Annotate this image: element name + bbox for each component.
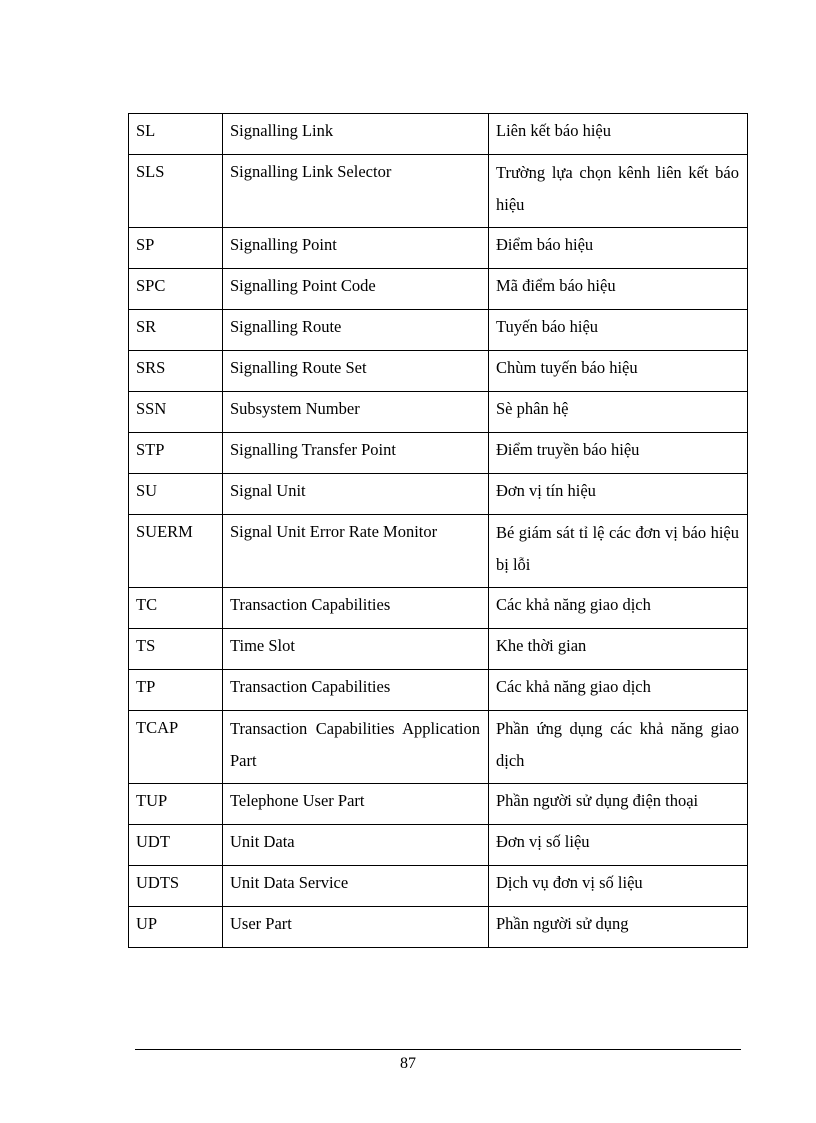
vietnamese-term-cell: Các khả năng giao dịch — [489, 588, 748, 629]
abbreviation-cell: STP — [129, 433, 223, 474]
english-term-cell: Time Slot — [223, 629, 489, 670]
english-term-cell: Transaction Capabilities — [223, 670, 489, 711]
table-row — [129, 784, 748, 825]
vietnamese-term-cell: Liên kết báo hiệu — [489, 114, 748, 155]
table-row — [129, 670, 748, 711]
table-row — [129, 392, 748, 433]
table-row — [129, 711, 748, 784]
abbreviation-cell: SUERM — [129, 515, 223, 588]
english-term-cell: Unit Data — [223, 825, 489, 866]
abbreviation-cell: SU — [129, 474, 223, 515]
english-term-cell: Signalling Link — [223, 114, 489, 155]
abbreviation-cell: SLS — [129, 155, 223, 228]
table-row — [129, 155, 748, 228]
abbreviation-cell: TS — [129, 629, 223, 670]
table-row — [129, 433, 748, 474]
vietnamese-term-cell: Đơn vị tín hiệu — [489, 474, 748, 515]
abbreviation-cell: SRS — [129, 351, 223, 392]
vietnamese-term-cell: Phần người sử dụng — [489, 907, 748, 948]
footer-divider — [135, 1049, 741, 1050]
vietnamese-term-cell: Trường lựa chọn kênh liên kết báo hiệu — [489, 155, 748, 228]
abbreviation-cell: TP — [129, 670, 223, 711]
abbreviation-cell: SPC — [129, 269, 223, 310]
table-row — [129, 825, 748, 866]
english-term-cell: Signal Unit Error Rate Monitor — [223, 515, 489, 588]
table-row — [129, 907, 748, 948]
table-row — [129, 310, 748, 351]
vietnamese-term-cell: Phần ứng dụng các khả năng giao dịch — [489, 711, 748, 784]
vietnamese-term-cell: Tuyến báo hiệu — [489, 310, 748, 351]
english-term-cell: Signalling Point — [223, 228, 489, 269]
english-term-cell: Telephone User Part — [223, 784, 489, 825]
table-row — [129, 588, 748, 629]
english-term-cell: Signalling Point Code — [223, 269, 489, 310]
english-term-cell: Transaction Capabilities — [223, 588, 489, 629]
english-term-cell: Subsystem Number — [223, 392, 489, 433]
abbreviation-cell: SL — [129, 114, 223, 155]
english-term-cell: Signalling Link Selector — [223, 155, 489, 228]
vietnamese-term-cell: Bé giám sát tỉ lệ các đơn vị báo hiệu bị lỗi — [489, 515, 748, 588]
vietnamese-term-cell: Dịch vụ đơn vị số liệu — [489, 866, 748, 907]
table-row — [129, 228, 748, 269]
vietnamese-term-cell: Phần người sử dụng điện thoại — [489, 784, 748, 825]
abbreviation-cell: TUP — [129, 784, 223, 825]
vietnamese-term-cell: Điểm báo hiệu — [489, 228, 748, 269]
vietnamese-term-cell: Đơn vị số liệu — [489, 825, 748, 866]
english-term-cell: Signalling Route Set — [223, 351, 489, 392]
english-term-cell: Signalling Transfer Point — [223, 433, 489, 474]
abbreviation-cell: SR — [129, 310, 223, 351]
table-row — [129, 269, 748, 310]
table-row — [129, 351, 748, 392]
english-term-cell: User Part — [223, 907, 489, 948]
table-row — [129, 474, 748, 515]
vietnamese-term-cell: Sè phân hệ — [489, 392, 748, 433]
table-row — [129, 515, 748, 588]
table-row — [129, 866, 748, 907]
table-row — [129, 629, 748, 670]
abbreviation-cell: SP — [129, 228, 223, 269]
abbreviation-cell: UDT — [129, 825, 223, 866]
vietnamese-term-cell: Các khả năng giao dịch — [489, 670, 748, 711]
table-row — [129, 114, 748, 155]
vietnamese-term-cell: Chùm tuyến báo hiệu — [489, 351, 748, 392]
abbreviation-table — [128, 113, 748, 948]
abbreviation-cell: UP — [129, 907, 223, 948]
english-term-cell: Unit Data Service — [223, 866, 489, 907]
abbreviation-cell: TC — [129, 588, 223, 629]
vietnamese-term-cell: Khe thời gian — [489, 629, 748, 670]
english-term-cell: Signal Unit — [223, 474, 489, 515]
abbreviation-cell: SSN — [129, 392, 223, 433]
page-number: 87 — [400, 1055, 416, 1072]
vietnamese-term-cell: Mã điểm báo hiệu — [489, 269, 748, 310]
abbreviation-cell: UDTS — [129, 866, 223, 907]
english-term-cell: Signalling Route — [223, 310, 489, 351]
english-term-cell: Transaction Capabilities Application Part — [223, 711, 489, 784]
abbreviation-cell: TCAP — [129, 711, 223, 784]
vietnamese-term-cell: Điểm truyền báo hiệu — [489, 433, 748, 474]
